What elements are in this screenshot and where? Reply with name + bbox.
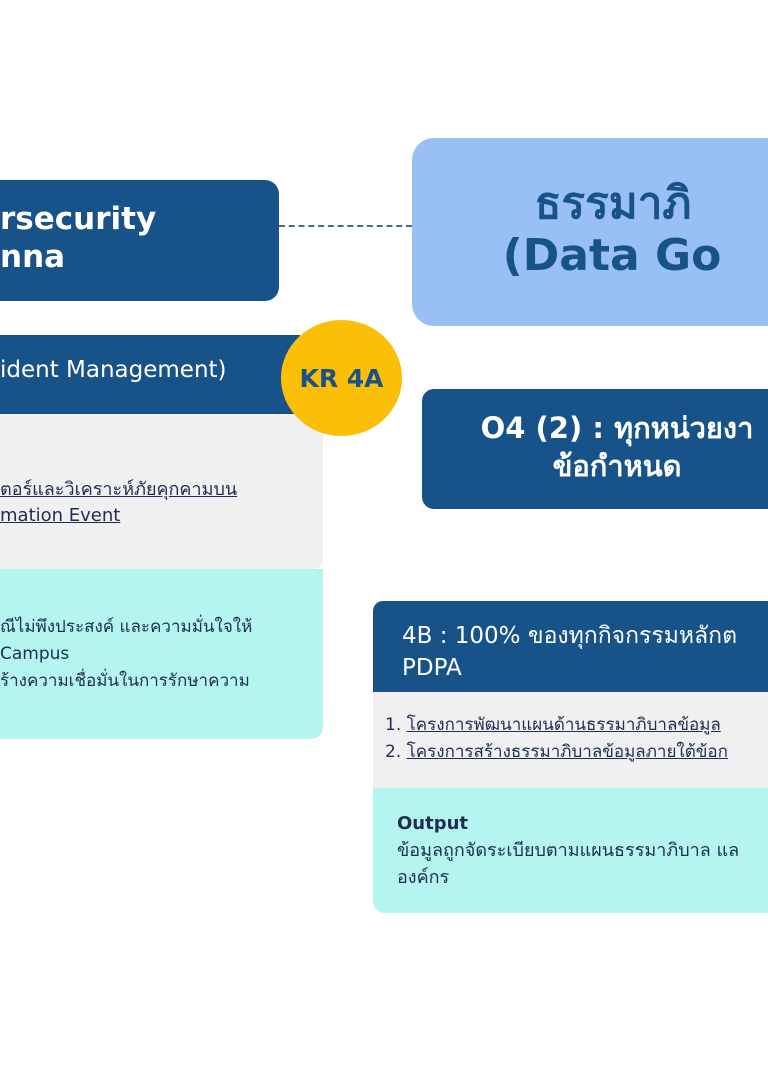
objective-title-line: nna — [0, 239, 66, 275]
project-item — [385, 712, 768, 739]
kr4b-header-line: 4B : 100% ของทุกกิจกรรมหลักต — [402, 623, 738, 649]
project-link[interactable]: ตอร์และวิเคราะห์ภัยคุกคามบน — [0, 479, 238, 500]
kr4a-badge-label: KR 4A — [299, 363, 384, 393]
o4-title-line: ข้อกำหนด — [552, 449, 682, 483]
project-item — [385, 739, 768, 766]
objective-title-line: ธรรมาภิ — [534, 178, 692, 229]
kr4b-header — [373, 601, 768, 692]
objective-title-line: (Data Go — [502, 230, 722, 281]
kr4b-output-panel — [373, 788, 768, 913]
project-link[interactable]: โครงการพัฒนาแผนด้านธรรมาภิบาลข้อมูล — [406, 715, 721, 735]
output-text-line: องค์กร — [397, 867, 450, 888]
objective-title-line: rsecurity — [0, 201, 157, 237]
kr4a-projects-panel — [0, 414, 323, 569]
output-label: Output — [397, 813, 469, 834]
cybersecurity-objective-box — [0, 180, 279, 301]
project-number: 1. — [385, 715, 402, 735]
output-text-line: ข้อมูลถูกจัดระเบียบตามแผนธรรมาภิบาล แล — [397, 840, 740, 861]
o4-objective-box — [422, 389, 768, 509]
project-number: 2. — [385, 742, 402, 762]
output-text-line: Campus — [0, 644, 70, 664]
output-text-line: ณีไม่พึงประสงค์ และความมั่นใจให้ — [0, 617, 253, 637]
project-link[interactable]: โครงการสร้างธรรมาภิบาลข้อมูลภายใต้ข้อก — [406, 742, 728, 762]
kr4a-output-panel — [0, 569, 323, 739]
output-text-line: ร้างความเชื่อมั่นในการรักษาความ — [0, 671, 250, 691]
kr4a-header-text: ident Management) — [0, 357, 227, 383]
o4-title-line: O4 (2) : ทุกหน่วยงา — [480, 411, 754, 445]
data-governance-objective-box — [412, 138, 768, 326]
kr4a-badge — [281, 320, 402, 436]
kr4a-header — [0, 335, 300, 414]
kr4b-header-line: PDPA — [402, 655, 462, 681]
project-link[interactable]: mation Event — [0, 505, 121, 526]
kr4b-projects-panel — [373, 692, 768, 788]
dashed-connector — [279, 225, 412, 227]
